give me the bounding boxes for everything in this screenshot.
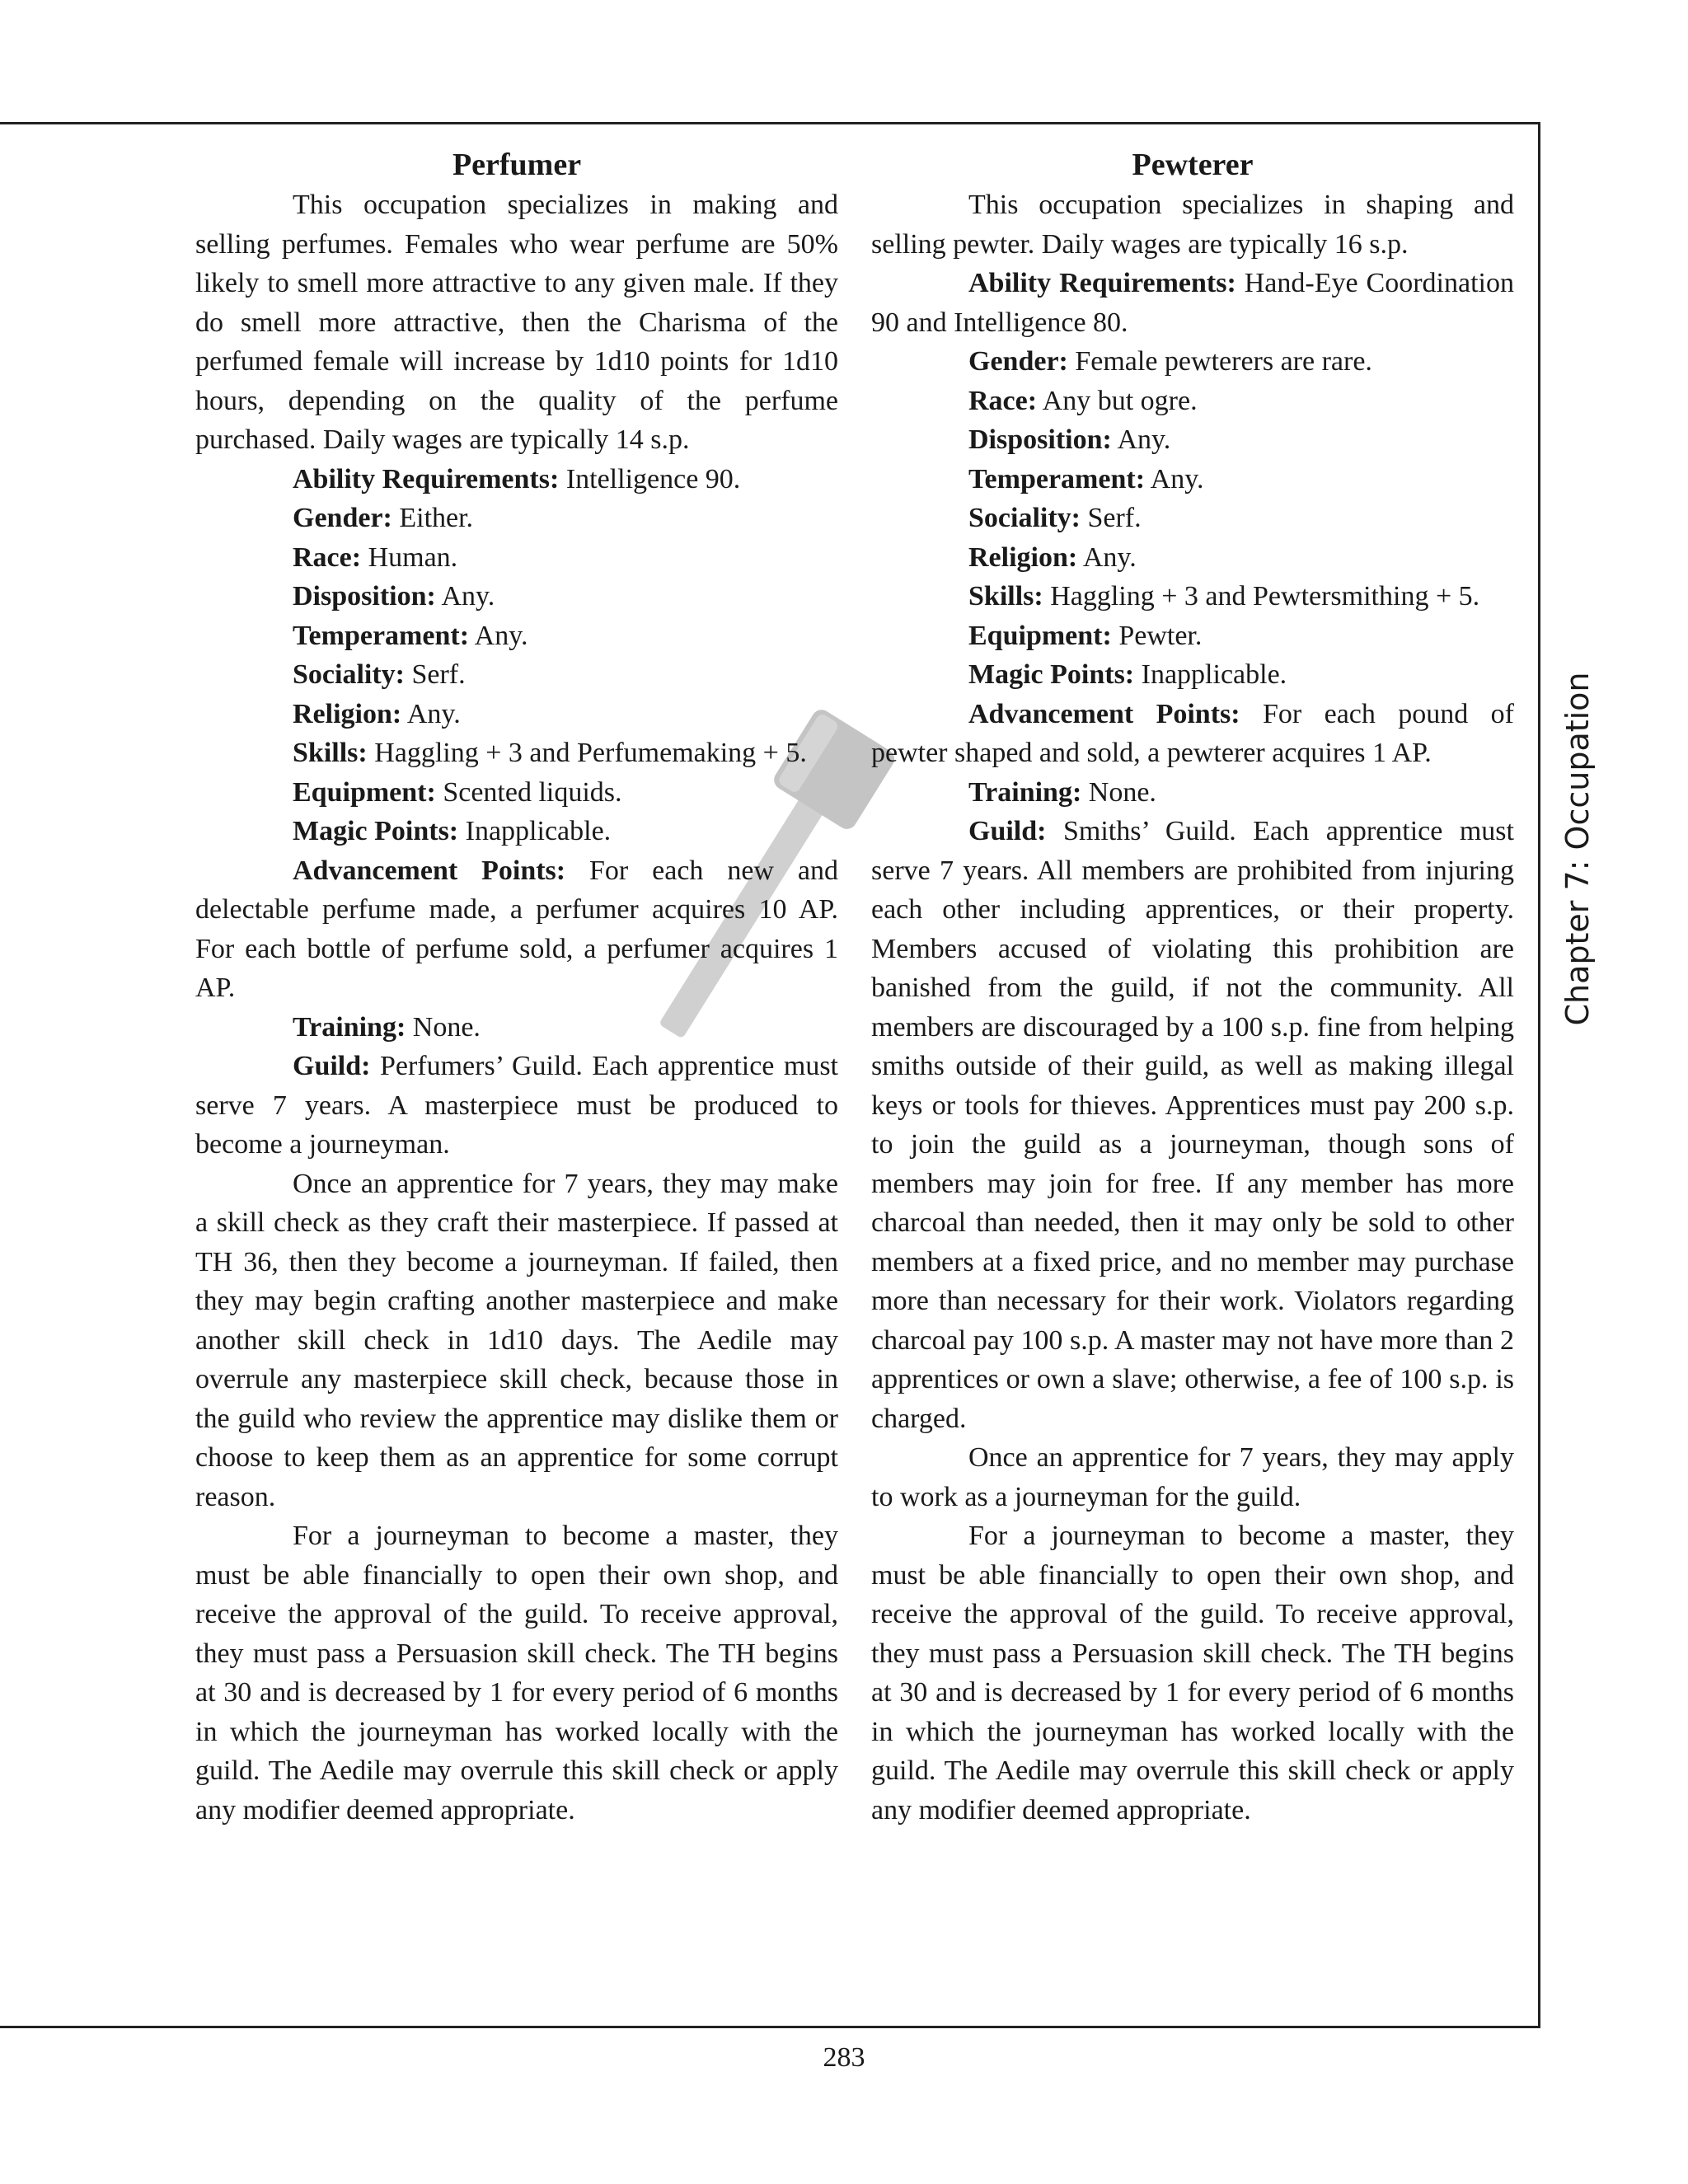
gender-label: Gender: <box>968 346 1068 377</box>
guild-label: Guild: <box>968 816 1047 846</box>
page-number: 283 <box>823 2042 865 2073</box>
gender-value: Either. <box>392 503 474 533</box>
pewterer-ability <box>871 264 1514 342</box>
religion-value: Any. <box>401 698 461 729</box>
temperament-value: Any. <box>469 620 528 651</box>
gender-label: Gender: <box>293 503 392 533</box>
magic-label: Magic Points: <box>293 816 459 846</box>
temperament-value: Any. <box>1145 463 1204 494</box>
pewterer-equipment <box>871 616 1514 656</box>
equipment-label: Equipment: <box>968 620 1112 651</box>
ability-label: Ability Requirements: <box>968 268 1236 298</box>
guild-value: Perfumers’ Guild. Each apprentice must serve 7 years. A masterpiece must be produced to become a journeyman. <box>195 1051 838 1160</box>
disposition-value: Any. <box>1111 424 1171 455</box>
skills-value: Haggling + 3 and Pewtersmithing + 5. <box>1043 581 1480 612</box>
perfumer-magic <box>195 812 838 851</box>
perfumer-gender <box>195 499 838 538</box>
pewterer-guild <box>871 812 1514 1438</box>
race-label: Race: <box>968 385 1038 416</box>
perfumer-disposition <box>195 577 838 616</box>
gender-value: Female pewterers are rare. <box>1067 346 1372 377</box>
disposition-label: Disposition: <box>293 581 436 612</box>
pewterer-intro: This occupation specializes in shaping and selling pewter. Daily wages are typically 16 s.p. <box>871 190 1514 260</box>
perfumer-master-paragraph: For a journeyman to become a master, they must be able financially to open their own shop, and receive the approval of the guild. To receive approval, they must pass a Persuasion skill check. The TH begins at 30 and is decreased by 1 for every period of 6 months in which the journeyman has worked locally with the guild. The Aedile may overrule this skill check or apply any modifier deemed appropriate. <box>195 1521 838 1825</box>
advancement-label: Advancement Points: <box>293 855 566 886</box>
perfumer-religion <box>195 695 838 734</box>
pewterer-apprentice-paragraph: Once an apprentice for 7 years, they may apply to work as a journeyman for the guild. <box>871 1442 1514 1512</box>
sociality-label: Sociality: <box>293 659 405 690</box>
pewterer-sociality <box>871 499 1514 538</box>
advancement-value: For each pound of pewter shaped and sold, a pewterer acquires 1 AP. <box>871 698 1514 768</box>
perfumer-skills <box>195 733 838 773</box>
perfumer-equipment <box>195 773 838 813</box>
pewterer-religion <box>871 538 1514 578</box>
training-label: Training: <box>968 776 1082 808</box>
guild-label: Guild: <box>293 1051 371 1081</box>
skills-value: Haggling + 3 and Perfumemaking + 5. <box>367 738 807 768</box>
ability-label: Ability Requirements: <box>293 463 560 494</box>
training-label: Training: <box>293 1011 406 1043</box>
guild-value: Smiths’ Guild. Each apprentice must serve 7 years. All members are prohibited from injuring each other including apprentices, or their property. Members accused of violating this prohibition are banished from the guild, if not the community. All members are discouraged by a 100 s.p. fine from helping smiths outside of their guild, as well as making illegal keys or tools for thieves. Apprentices must pay 200 s.p. to join the guild as a journeyman, though sons of members may join for free. If any member has more charcoal than needed, then it may only be sold to other members at a fixed price, and no member may purchase more than necessary for their work. Violators regarding charcoal pay 100 s.p. A master may not have more than 2 apprentices or own a slave; otherwise, a fee of 100 s.p. is charged. <box>871 816 1514 1434</box>
perfumer-advancement <box>195 851 838 1008</box>
chapter-side-label: Chapter 7: Occupation <box>1559 672 1596 1026</box>
pewterer-race <box>871 382 1514 421</box>
magic-value: Inapplicable. <box>458 816 612 846</box>
sociality-value: Serf. <box>404 659 466 690</box>
religion-label: Religion: <box>968 541 1078 573</box>
pewterer-title: Pewterer <box>1132 148 1254 182</box>
magic-label: Magic Points: <box>968 659 1135 690</box>
perfumer-ability <box>195 460 838 499</box>
temperament-label: Temperament: <box>968 463 1146 494</box>
ability-value: Intelligence 90. <box>559 463 741 494</box>
equipment-value: Pewter. <box>1111 620 1203 651</box>
frame-bottom-rule <box>0 2026 1540 2028</box>
perfumer-race <box>195 538 838 578</box>
perfumer-sociality <box>195 655 838 695</box>
equipment-value: Scented liquids. <box>435 776 622 808</box>
pewterer-column <box>871 144 1514 1830</box>
perfumer-temperament <box>195 616 838 656</box>
frame-top-rule <box>0 122 1540 124</box>
pewterer-advancement <box>871 695 1514 773</box>
pewterer-magic <box>871 655 1514 695</box>
ability-value: Hand-Eye Coordination 90 and Intelligence 80. <box>871 268 1514 338</box>
skills-label: Skills: <box>293 738 368 768</box>
pewterer-gender <box>871 342 1514 382</box>
perfumer-training <box>195 1008 838 1047</box>
religion-value: Any. <box>1077 541 1137 573</box>
pewterer-disposition <box>871 420 1514 460</box>
sociality-value: Serf. <box>1080 503 1142 533</box>
equipment-label: Equipment: <box>293 776 436 808</box>
pewterer-training <box>871 773 1514 813</box>
race-value: Any but ogre. <box>1037 385 1198 416</box>
perfumer-apprentice-paragraph: Once an apprentice for 7 years, they may make a skill check as they craft their masterpiece. If passed at TH 36, then they become a journeyman. If failed, then they may begin crafting another masterpiece and make another skill check in 1d10 days. The Aedile may overrule any masterpiece skill check, because those in the guild who review the apprentice may dislike them or choose to keep them as an apprentice for some corrupt reason. <box>195 1168 838 1512</box>
race-label: Race: <box>293 541 362 573</box>
training-value: None. <box>406 1011 481 1043</box>
training-value: None. <box>1081 776 1156 808</box>
perfumer-column <box>195 144 838 1830</box>
pewterer-temperament <box>871 460 1514 499</box>
perfumer-title: Perfumer <box>452 148 582 182</box>
religion-label: Religion: <box>293 698 402 729</box>
perfumer-intro: This occupation specializes in making and selling perfumes. Females who wear perfume are 50% likely to smell more attractive to any given male. If they do smell more attractive, then the Charisma of the perfumed female will increase by 1d10 points for 1d10 hours, depending on the quality of the perfume purchased. Daily wages are typically 14 s.p. <box>195 190 838 455</box>
advancement-label: Advancement Points: <box>968 698 1240 729</box>
perfumer-guild <box>195 1047 838 1165</box>
pewterer-skills <box>871 577 1514 616</box>
sociality-label: Sociality: <box>968 503 1081 533</box>
pewterer-master-paragraph: For a journeyman to become a master, they must be able financially to open their own shop, and receive the approval of the guild. To receive approval, they must pass a Persuasion skill check. The TH begins at 30 and is decreased by 1 for every period of 6 months in which the journeyman has worked locally with the guild. The Aedile may overrule this skill check or apply any modifier deemed appropriate. <box>871 1521 1514 1825</box>
skills-label: Skills: <box>968 581 1043 612</box>
temperament-label: Temperament: <box>293 620 470 651</box>
magic-value: Inapplicable. <box>1134 659 1287 690</box>
disposition-label: Disposition: <box>968 424 1112 455</box>
disposition-value: Any. <box>435 581 495 612</box>
frame-right-rule <box>1538 122 1540 2027</box>
race-value: Human. <box>361 541 458 573</box>
advancement-value: For each new and delectable perfume made, a perfumer acquires 10 AP. For each bottle of perfume sold, a perfumer acquires 1 AP. <box>195 855 838 1003</box>
